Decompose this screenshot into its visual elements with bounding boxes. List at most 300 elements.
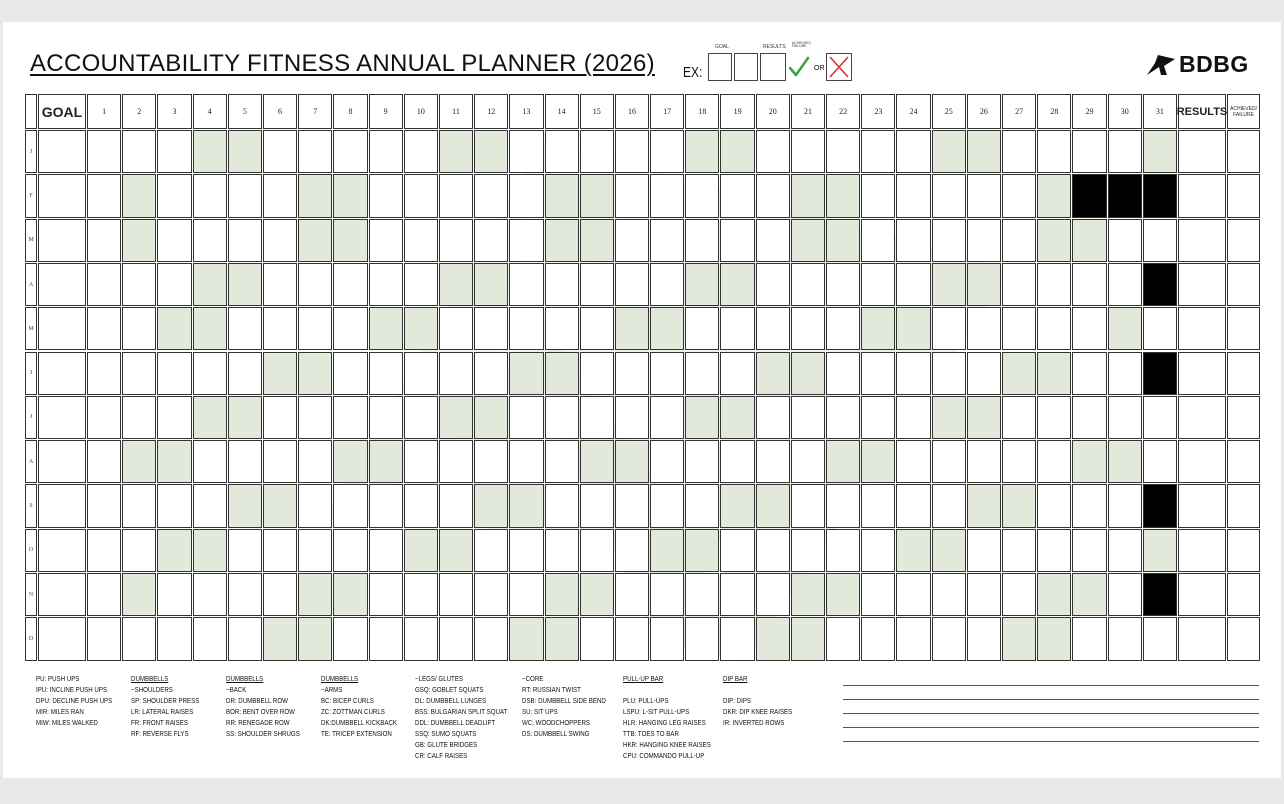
day-cell[interactable] bbox=[650, 307, 684, 350]
day-cell[interactable] bbox=[1072, 529, 1106, 572]
day-cell[interactable] bbox=[404, 307, 438, 350]
results-cell[interactable] bbox=[1178, 219, 1226, 262]
day-cell[interactable] bbox=[87, 130, 121, 173]
day-cell[interactable] bbox=[896, 484, 930, 527]
day-cell[interactable] bbox=[1072, 396, 1106, 439]
day-cell[interactable] bbox=[967, 130, 1001, 173]
day-cell[interactable] bbox=[932, 307, 966, 350]
day-cell[interactable] bbox=[756, 440, 790, 483]
day-cell[interactable] bbox=[1002, 219, 1036, 262]
day-cell[interactable] bbox=[228, 617, 262, 660]
day-cell[interactable] bbox=[369, 219, 403, 262]
goal-cell[interactable] bbox=[38, 617, 86, 660]
day-cell[interactable] bbox=[580, 617, 614, 660]
day-cell[interactable] bbox=[896, 307, 930, 350]
day-cell[interactable] bbox=[932, 263, 966, 306]
day-cell[interactable] bbox=[1108, 307, 1142, 350]
day-cell[interactable] bbox=[1108, 396, 1142, 439]
day-cell[interactable] bbox=[1072, 130, 1106, 173]
day-cell[interactable] bbox=[157, 573, 191, 616]
day-cell[interactable] bbox=[650, 174, 684, 217]
day-cell[interactable] bbox=[263, 263, 297, 306]
day-cell[interactable] bbox=[298, 440, 332, 483]
day-cell[interactable] bbox=[650, 484, 684, 527]
day-cell[interactable] bbox=[861, 219, 895, 262]
day-cell[interactable] bbox=[826, 130, 860, 173]
day-cell[interactable] bbox=[333, 617, 367, 660]
day-cell[interactable] bbox=[932, 617, 966, 660]
day-cell[interactable] bbox=[756, 529, 790, 572]
day-cell[interactable] bbox=[545, 440, 579, 483]
day-cell[interactable] bbox=[369, 529, 403, 572]
day-cell[interactable] bbox=[439, 573, 473, 616]
results-cell[interactable] bbox=[1178, 573, 1226, 616]
day-cell[interactable] bbox=[967, 263, 1001, 306]
day-cell[interactable] bbox=[826, 440, 860, 483]
day-cell[interactable] bbox=[896, 529, 930, 572]
day-cell[interactable] bbox=[1072, 484, 1106, 527]
day-cell[interactable] bbox=[298, 219, 332, 262]
day-cell[interactable] bbox=[791, 174, 825, 217]
day-cell[interactable] bbox=[298, 396, 332, 439]
results-cell[interactable] bbox=[1178, 529, 1226, 572]
day-cell[interactable] bbox=[1037, 440, 1071, 483]
goal-cell[interactable] bbox=[38, 484, 86, 527]
day-cell[interactable] bbox=[932, 396, 966, 439]
day-cell[interactable] bbox=[333, 263, 367, 306]
day-cell[interactable] bbox=[896, 174, 930, 217]
day-cell[interactable] bbox=[826, 307, 860, 350]
day-cell[interactable] bbox=[685, 440, 719, 483]
goal-cell[interactable] bbox=[38, 573, 86, 616]
day-cell[interactable] bbox=[333, 174, 367, 217]
day-cell[interactable] bbox=[580, 130, 614, 173]
day-cell[interactable] bbox=[756, 617, 790, 660]
day-cell[interactable] bbox=[298, 529, 332, 572]
day-cell[interactable] bbox=[474, 130, 508, 173]
day-cell[interactable] bbox=[896, 130, 930, 173]
day-cell[interactable] bbox=[720, 529, 754, 572]
day-cell[interactable] bbox=[122, 263, 156, 306]
day-cell[interactable] bbox=[861, 307, 895, 350]
day-cell[interactable] bbox=[615, 440, 649, 483]
day-cell[interactable] bbox=[122, 219, 156, 262]
day-cell[interactable] bbox=[87, 263, 121, 306]
day-cell[interactable] bbox=[967, 573, 1001, 616]
day-cell[interactable] bbox=[580, 396, 614, 439]
day-cell[interactable] bbox=[87, 440, 121, 483]
day-cell[interactable] bbox=[861, 396, 895, 439]
day-cell[interactable] bbox=[193, 484, 227, 527]
day-cell[interactable] bbox=[720, 307, 754, 350]
day-cell[interactable] bbox=[791, 440, 825, 483]
day-cell[interactable] bbox=[1037, 529, 1071, 572]
day-cell[interactable] bbox=[932, 130, 966, 173]
day-cell[interactable] bbox=[509, 352, 543, 395]
day-cell[interactable] bbox=[228, 263, 262, 306]
day-cell[interactable] bbox=[1002, 573, 1036, 616]
day-cell[interactable] bbox=[650, 440, 684, 483]
day-cell[interactable] bbox=[720, 174, 754, 217]
day-cell[interactable] bbox=[967, 174, 1001, 217]
goal-cell[interactable] bbox=[38, 396, 86, 439]
day-cell[interactable] bbox=[1072, 263, 1106, 306]
day-cell[interactable] bbox=[685, 174, 719, 217]
day-cell[interactable] bbox=[650, 573, 684, 616]
day-cell[interactable] bbox=[1037, 352, 1071, 395]
day-cell[interactable] bbox=[791, 352, 825, 395]
day-cell[interactable] bbox=[756, 263, 790, 306]
day-cell[interactable] bbox=[509, 440, 543, 483]
day-cell[interactable] bbox=[474, 352, 508, 395]
day-cell[interactable] bbox=[439, 352, 473, 395]
day-cell[interactable] bbox=[650, 219, 684, 262]
day-cell[interactable] bbox=[228, 352, 262, 395]
day-cell[interactable] bbox=[861, 130, 895, 173]
day-cell[interactable] bbox=[509, 307, 543, 350]
day-cell[interactable] bbox=[1037, 484, 1071, 527]
day-cell[interactable] bbox=[861, 529, 895, 572]
day-cell[interactable] bbox=[87, 307, 121, 350]
day-cell[interactable] bbox=[87, 573, 121, 616]
day-cell[interactable] bbox=[932, 440, 966, 483]
day-cell[interactable] bbox=[1002, 484, 1036, 527]
day-cell[interactable] bbox=[545, 174, 579, 217]
day-cell[interactable] bbox=[87, 484, 121, 527]
day-cell[interactable] bbox=[580, 573, 614, 616]
day-cell[interactable] bbox=[932, 484, 966, 527]
day-cell[interactable] bbox=[369, 396, 403, 439]
day-cell[interactable] bbox=[685, 263, 719, 306]
day-cell[interactable] bbox=[720, 352, 754, 395]
day-cell[interactable] bbox=[228, 307, 262, 350]
day-cell[interactable] bbox=[404, 484, 438, 527]
day-cell[interactable] bbox=[720, 573, 754, 616]
day-cell[interactable] bbox=[615, 352, 649, 395]
day-cell[interactable] bbox=[861, 484, 895, 527]
day-cell[interactable] bbox=[157, 529, 191, 572]
day-cell[interactable] bbox=[791, 130, 825, 173]
day-cell[interactable] bbox=[1108, 484, 1142, 527]
day-cell[interactable] bbox=[826, 174, 860, 217]
day-cell[interactable] bbox=[1143, 130, 1177, 173]
day-cell[interactable] bbox=[650, 617, 684, 660]
day-cell[interactable] bbox=[404, 130, 438, 173]
day-cell[interactable] bbox=[122, 130, 156, 173]
day-cell[interactable] bbox=[263, 174, 297, 217]
day-cell[interactable] bbox=[157, 219, 191, 262]
day-cell[interactable] bbox=[122, 484, 156, 527]
day-cell[interactable] bbox=[439, 219, 473, 262]
day-cell[interactable] bbox=[545, 219, 579, 262]
day-cell[interactable] bbox=[298, 130, 332, 173]
day-cell[interactable] bbox=[967, 352, 1001, 395]
achieved-cell[interactable] bbox=[1227, 396, 1260, 439]
day-cell[interactable] bbox=[263, 617, 297, 660]
day-cell[interactable] bbox=[87, 617, 121, 660]
day-cell[interactable] bbox=[545, 130, 579, 173]
day-cell[interactable] bbox=[333, 396, 367, 439]
day-cell[interactable] bbox=[932, 352, 966, 395]
day-cell[interactable] bbox=[87, 396, 121, 439]
day-cell[interactable] bbox=[861, 263, 895, 306]
day-cell[interactable] bbox=[826, 573, 860, 616]
day-cell[interactable] bbox=[122, 529, 156, 572]
day-cell[interactable] bbox=[193, 219, 227, 262]
day-cell[interactable] bbox=[791, 573, 825, 616]
day-cell[interactable] bbox=[1108, 263, 1142, 306]
day-cell[interactable] bbox=[720, 484, 754, 527]
day-cell[interactable] bbox=[685, 307, 719, 350]
day-cell[interactable] bbox=[1002, 307, 1036, 350]
achieved-cell[interactable] bbox=[1227, 219, 1260, 262]
goal-cell[interactable] bbox=[38, 130, 86, 173]
day-cell[interactable] bbox=[193, 573, 227, 616]
day-cell[interactable] bbox=[193, 263, 227, 306]
day-cell[interactable] bbox=[263, 529, 297, 572]
day-cell[interactable] bbox=[122, 396, 156, 439]
day-cell[interactable] bbox=[122, 352, 156, 395]
day-cell[interactable] bbox=[1002, 529, 1036, 572]
day-cell[interactable] bbox=[1072, 352, 1106, 395]
day-cell[interactable] bbox=[685, 573, 719, 616]
day-cell[interactable] bbox=[298, 352, 332, 395]
day-cell[interactable] bbox=[228, 396, 262, 439]
day-cell[interactable] bbox=[1002, 440, 1036, 483]
day-cell[interactable] bbox=[87, 529, 121, 572]
day-cell[interactable] bbox=[1072, 307, 1106, 350]
day-cell[interactable] bbox=[1108, 617, 1142, 660]
day-cell[interactable] bbox=[474, 440, 508, 483]
day-cell[interactable] bbox=[791, 484, 825, 527]
goal-cell[interactable] bbox=[38, 440, 86, 483]
goal-cell[interactable] bbox=[38, 174, 86, 217]
day-cell[interactable] bbox=[826, 617, 860, 660]
day-cell[interactable] bbox=[896, 396, 930, 439]
day-cell[interactable] bbox=[1108, 573, 1142, 616]
day-cell[interactable] bbox=[122, 307, 156, 350]
day-cell[interactable] bbox=[580, 529, 614, 572]
day-cell[interactable] bbox=[932, 219, 966, 262]
day-cell[interactable] bbox=[298, 573, 332, 616]
day-cell[interactable] bbox=[1037, 263, 1071, 306]
day-cell[interactable] bbox=[967, 396, 1001, 439]
day-cell[interactable] bbox=[545, 352, 579, 395]
day-cell[interactable] bbox=[193, 307, 227, 350]
day-cell[interactable] bbox=[685, 484, 719, 527]
day-cell[interactable] bbox=[1037, 174, 1071, 217]
day-cell[interactable] bbox=[545, 573, 579, 616]
day-cell[interactable] bbox=[756, 130, 790, 173]
results-cell[interactable] bbox=[1178, 484, 1226, 527]
results-cell[interactable] bbox=[1178, 263, 1226, 306]
day-cell[interactable] bbox=[615, 573, 649, 616]
day-cell[interactable] bbox=[333, 484, 367, 527]
day-cell[interactable] bbox=[509, 484, 543, 527]
day-cell[interactable] bbox=[545, 529, 579, 572]
day-cell[interactable] bbox=[228, 440, 262, 483]
day-cell[interactable] bbox=[1143, 440, 1177, 483]
day-cell[interactable] bbox=[122, 174, 156, 217]
day-cell[interactable] bbox=[474, 484, 508, 527]
day-cell[interactable] bbox=[1072, 219, 1106, 262]
day-cell[interactable] bbox=[439, 440, 473, 483]
day-cell[interactable] bbox=[474, 573, 508, 616]
day-cell[interactable] bbox=[404, 617, 438, 660]
day-cell[interactable] bbox=[369, 484, 403, 527]
day-cell[interactable] bbox=[1037, 130, 1071, 173]
day-cell[interactable] bbox=[122, 573, 156, 616]
day-cell[interactable] bbox=[861, 573, 895, 616]
day-cell[interactable] bbox=[580, 352, 614, 395]
day-cell[interactable] bbox=[545, 307, 579, 350]
day-cell[interactable] bbox=[720, 130, 754, 173]
day-cell[interactable] bbox=[333, 573, 367, 616]
day-cell[interactable] bbox=[826, 219, 860, 262]
day-cell[interactable] bbox=[228, 529, 262, 572]
day-cell[interactable] bbox=[1002, 130, 1036, 173]
day-cell[interactable] bbox=[193, 352, 227, 395]
day-cell[interactable] bbox=[650, 396, 684, 439]
day-cell[interactable] bbox=[756, 352, 790, 395]
goal-cell[interactable] bbox=[38, 263, 86, 306]
day-cell[interactable] bbox=[615, 307, 649, 350]
day-cell[interactable] bbox=[756, 396, 790, 439]
achieved-cell[interactable] bbox=[1227, 529, 1260, 572]
day-cell[interactable] bbox=[157, 307, 191, 350]
day-cell[interactable] bbox=[967, 440, 1001, 483]
day-cell[interactable] bbox=[791, 263, 825, 306]
day-cell[interactable] bbox=[509, 396, 543, 439]
day-cell[interactable] bbox=[404, 396, 438, 439]
day-cell[interactable] bbox=[1002, 396, 1036, 439]
day-cell[interactable] bbox=[1108, 130, 1142, 173]
day-cell[interactable] bbox=[228, 484, 262, 527]
day-cell[interactable] bbox=[967, 219, 1001, 262]
day-cell[interactable] bbox=[298, 617, 332, 660]
day-cell[interactable] bbox=[1108, 440, 1142, 483]
day-cell[interactable] bbox=[439, 617, 473, 660]
day-cell[interactable] bbox=[720, 396, 754, 439]
day-cell[interactable] bbox=[580, 263, 614, 306]
day-cell[interactable] bbox=[896, 573, 930, 616]
day-cell[interactable] bbox=[650, 263, 684, 306]
day-cell[interactable] bbox=[791, 219, 825, 262]
achieved-cell[interactable] bbox=[1227, 307, 1260, 350]
achieved-cell[interactable] bbox=[1227, 617, 1260, 660]
day-cell[interactable] bbox=[87, 219, 121, 262]
day-cell[interactable] bbox=[826, 484, 860, 527]
day-cell[interactable] bbox=[369, 573, 403, 616]
day-cell[interactable] bbox=[826, 263, 860, 306]
day-cell[interactable] bbox=[263, 307, 297, 350]
day-cell[interactable] bbox=[1037, 573, 1071, 616]
day-cell[interactable] bbox=[87, 174, 121, 217]
goal-cell[interactable] bbox=[38, 307, 86, 350]
day-cell[interactable] bbox=[861, 174, 895, 217]
day-cell[interactable] bbox=[720, 440, 754, 483]
day-cell[interactable] bbox=[228, 174, 262, 217]
day-cell[interactable] bbox=[580, 174, 614, 217]
day-cell[interactable] bbox=[1037, 617, 1071, 660]
day-cell[interactable] bbox=[580, 307, 614, 350]
day-cell[interactable] bbox=[615, 219, 649, 262]
day-cell[interactable] bbox=[967, 529, 1001, 572]
day-cell[interactable] bbox=[369, 440, 403, 483]
day-cell[interactable] bbox=[756, 219, 790, 262]
day-cell[interactable] bbox=[932, 174, 966, 217]
day-cell[interactable] bbox=[756, 484, 790, 527]
day-cell[interactable] bbox=[685, 130, 719, 173]
day-cell[interactable] bbox=[1037, 396, 1071, 439]
day-cell[interactable] bbox=[826, 529, 860, 572]
day-cell[interactable] bbox=[896, 352, 930, 395]
day-cell[interactable] bbox=[932, 573, 966, 616]
day-cell[interactable] bbox=[439, 174, 473, 217]
day-cell[interactable] bbox=[545, 263, 579, 306]
day-cell[interactable] bbox=[650, 130, 684, 173]
day-cell[interactable] bbox=[1002, 617, 1036, 660]
day-cell[interactable] bbox=[1002, 352, 1036, 395]
day-cell[interactable] bbox=[157, 440, 191, 483]
results-cell[interactable] bbox=[1178, 352, 1226, 395]
day-cell[interactable] bbox=[157, 130, 191, 173]
day-cell[interactable] bbox=[122, 617, 156, 660]
day-cell[interactable] bbox=[439, 307, 473, 350]
day-cell[interactable] bbox=[791, 529, 825, 572]
day-cell[interactable] bbox=[685, 396, 719, 439]
day-cell[interactable] bbox=[509, 174, 543, 217]
goal-cell[interactable] bbox=[38, 529, 86, 572]
day-cell[interactable] bbox=[333, 352, 367, 395]
day-cell[interactable] bbox=[580, 484, 614, 527]
day-cell[interactable] bbox=[615, 484, 649, 527]
day-cell[interactable] bbox=[1037, 219, 1071, 262]
achieved-cell[interactable] bbox=[1227, 484, 1260, 527]
day-cell[interactable] bbox=[1143, 529, 1177, 572]
day-cell[interactable] bbox=[157, 263, 191, 306]
day-cell[interactable] bbox=[861, 617, 895, 660]
day-cell[interactable] bbox=[122, 440, 156, 483]
day-cell[interactable] bbox=[896, 263, 930, 306]
day-cell[interactable] bbox=[615, 174, 649, 217]
day-cell[interactable] bbox=[474, 263, 508, 306]
day-cell[interactable] bbox=[509, 130, 543, 173]
day-cell[interactable] bbox=[333, 529, 367, 572]
day-cell[interactable] bbox=[615, 396, 649, 439]
day-cell[interactable] bbox=[756, 174, 790, 217]
day-cell[interactable] bbox=[826, 396, 860, 439]
day-cell[interactable] bbox=[157, 617, 191, 660]
day-cell[interactable] bbox=[157, 352, 191, 395]
results-cell[interactable] bbox=[1178, 307, 1226, 350]
day-cell[interactable] bbox=[263, 484, 297, 527]
day-cell[interactable] bbox=[896, 617, 930, 660]
day-cell[interactable] bbox=[1143, 396, 1177, 439]
goal-cell[interactable] bbox=[38, 352, 86, 395]
day-cell[interactable] bbox=[545, 484, 579, 527]
day-cell[interactable] bbox=[369, 174, 403, 217]
day-cell[interactable] bbox=[580, 219, 614, 262]
day-cell[interactable] bbox=[439, 529, 473, 572]
day-cell[interactable] bbox=[157, 396, 191, 439]
day-cell[interactable] bbox=[263, 573, 297, 616]
day-cell[interactable] bbox=[1002, 174, 1036, 217]
day-cell[interactable] bbox=[263, 352, 297, 395]
results-cell[interactable] bbox=[1178, 440, 1226, 483]
day-cell[interactable] bbox=[404, 219, 438, 262]
day-cell[interactable] bbox=[1002, 263, 1036, 306]
